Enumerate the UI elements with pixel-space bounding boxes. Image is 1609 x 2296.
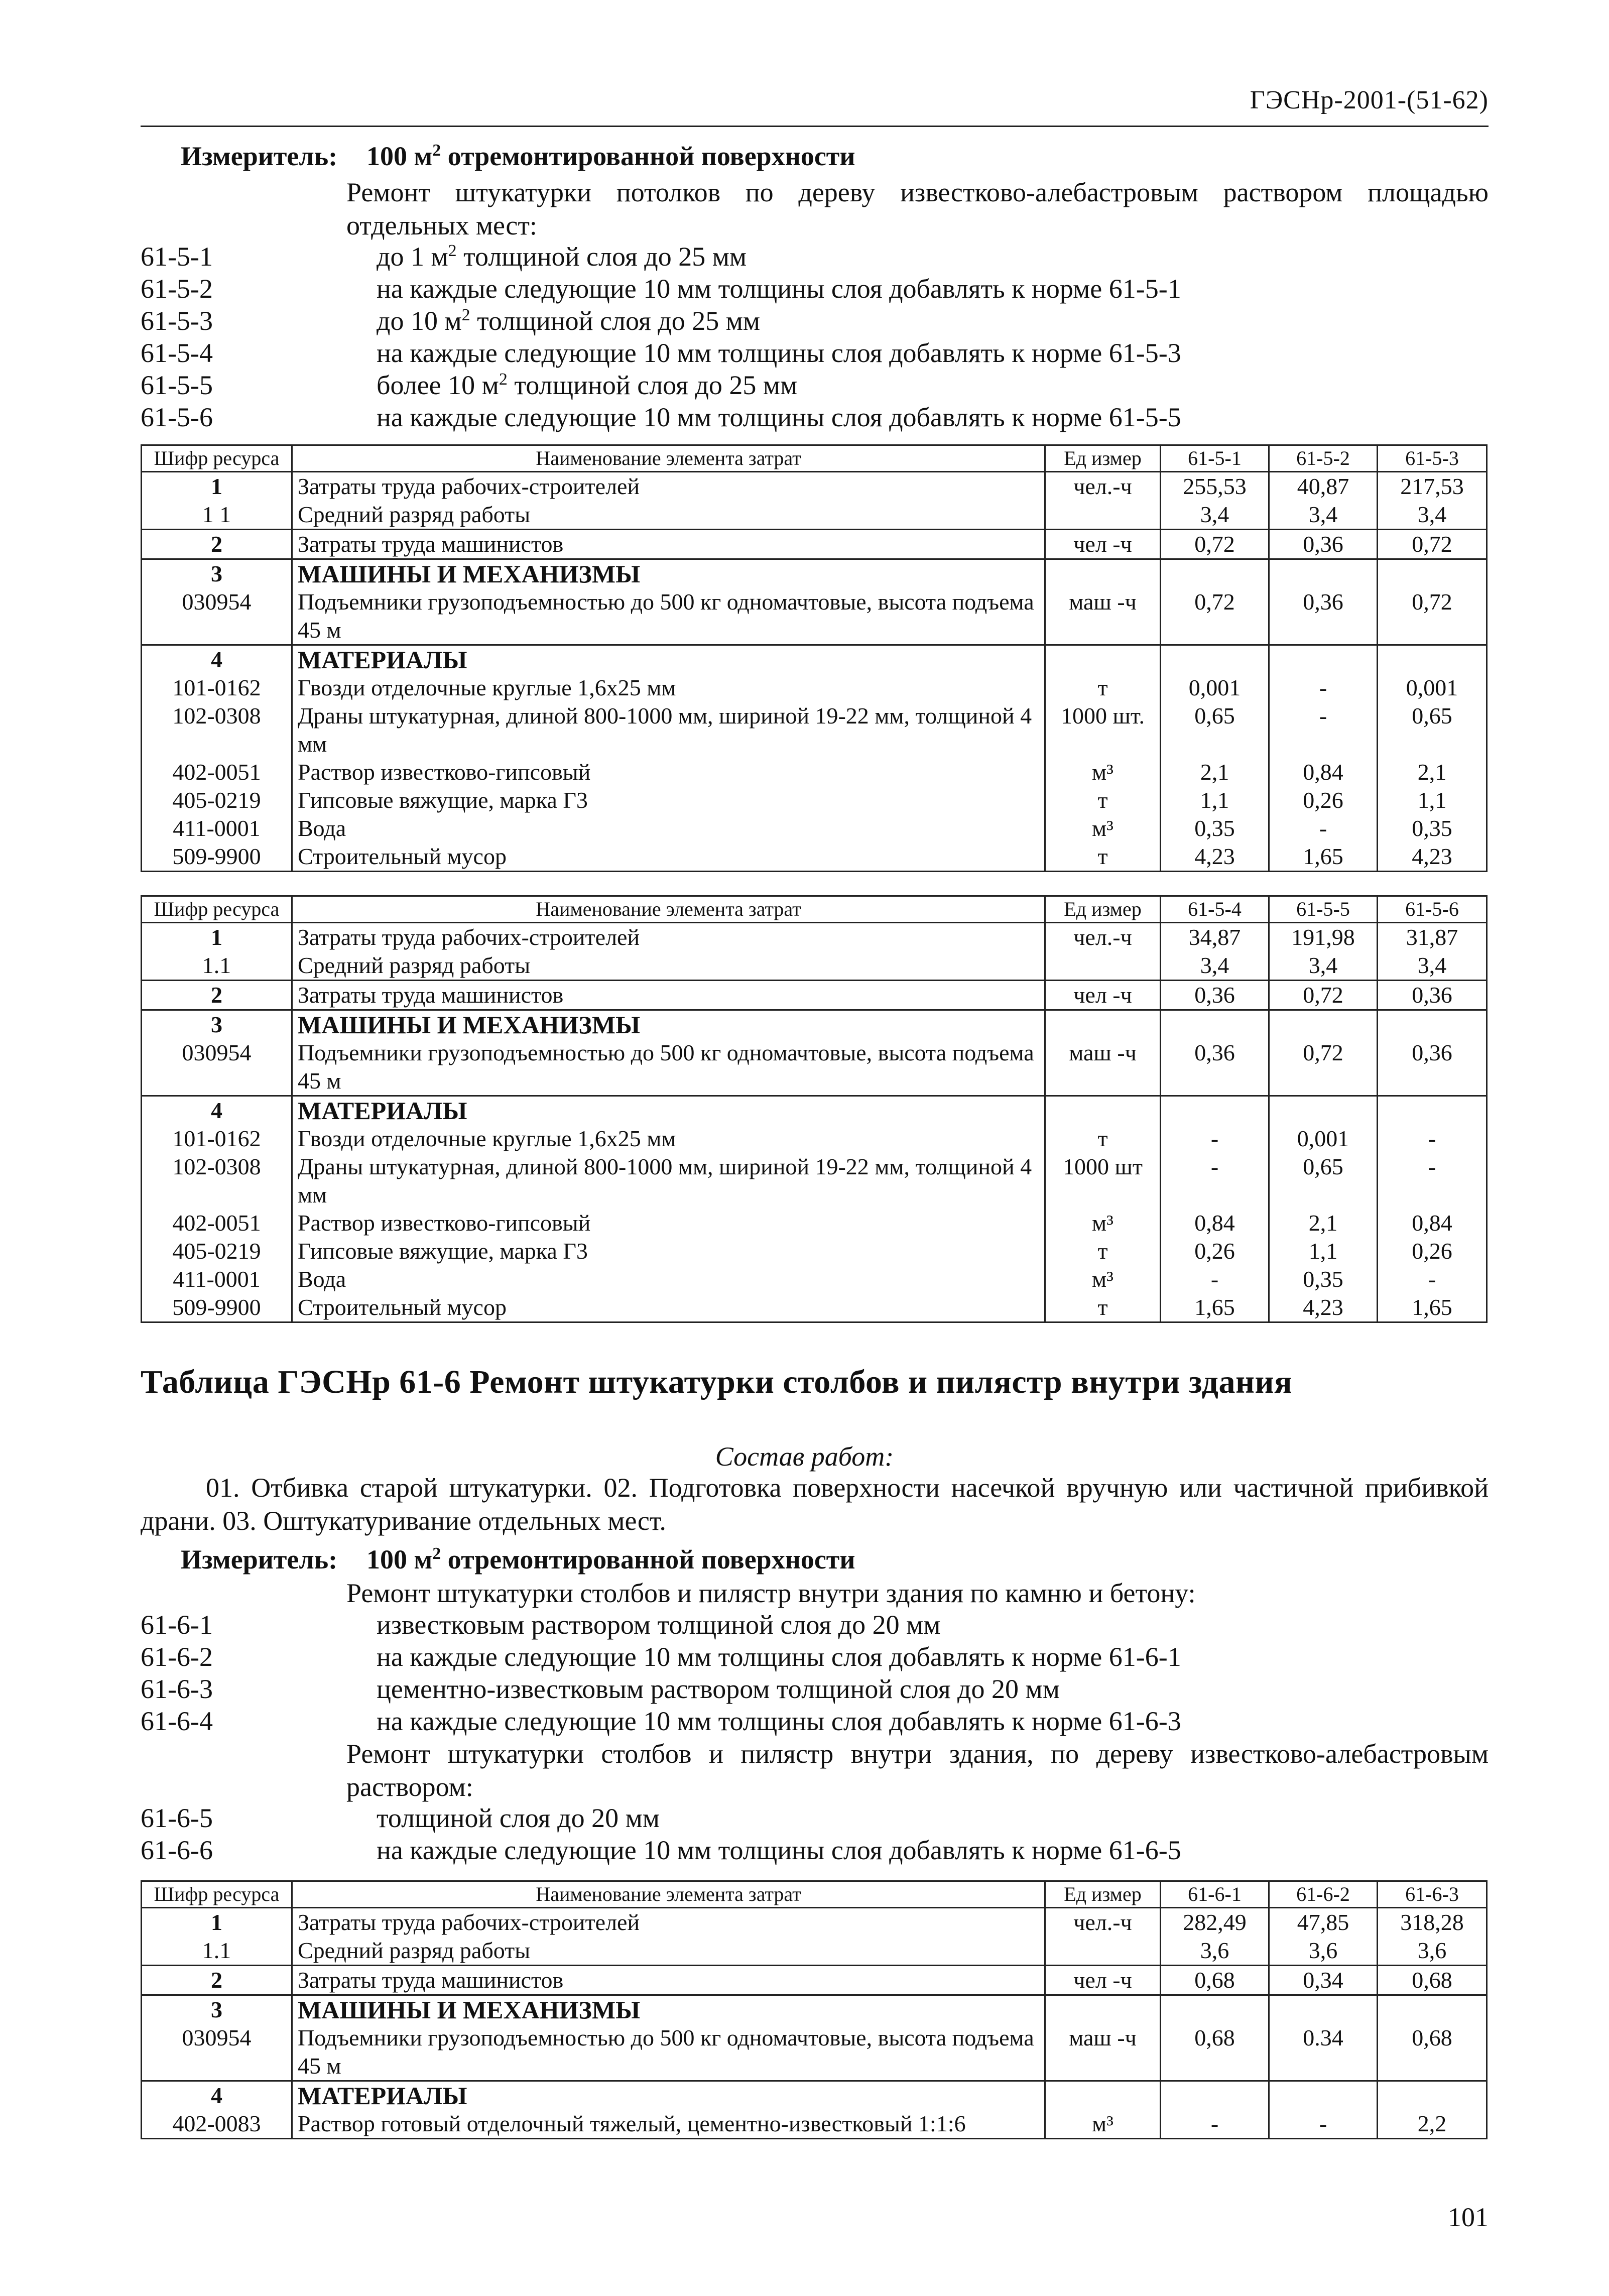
measure-label: Измеритель: [181, 141, 338, 171]
norm-value: 3,4 [1161, 951, 1269, 981]
table-row [142, 702, 1487, 758]
norm-value: 0,84 [1378, 1209, 1487, 1237]
table-header-row [142, 1881, 1487, 1908]
table-row [142, 1265, 1487, 1293]
header-norm-col: 61-5-4 [1161, 896, 1269, 923]
cost-element-name: Драны штукатурная, длиной 800-1000 мм, шириной 19-22 мм, толщиной 4 мм [292, 702, 1045, 758]
resource-table-61-6 [141, 1880, 1488, 2139]
norm-value: 3,6 [1269, 1937, 1378, 1966]
norm-code: 61-5-3 [141, 306, 213, 336]
norm-value: 0,65 [1269, 1153, 1378, 1209]
table-row [142, 1937, 1487, 1966]
cost-element-name: Гипсовые вяжущие, марка Г3 [292, 786, 1045, 814]
header-unit: Ед измер [1045, 445, 1161, 472]
header-name: Наименование элемента затрат [292, 1881, 1045, 1908]
cost-element-name: Раствор известково-гипсовый [292, 758, 1045, 786]
norm-value: 0,36 [1161, 1039, 1269, 1096]
norm-value: 3,4 [1161, 501, 1269, 530]
norm-description [377, 273, 1181, 304]
norm-value: 4,23 [1378, 842, 1487, 872]
table-row [142, 1096, 1487, 1125]
norm-value: 0,36 [1378, 981, 1487, 1010]
cost-element-name: Раствор готовый отделочный тяжелый, цементно-известковый 1:1:6 [292, 2110, 1045, 2139]
measure-line-2 [181, 1544, 855, 1575]
norm-description: на каждые следующие 10 мм толщины слоя добавлять к норме 61-6-3 [377, 1706, 1181, 1736]
norm-value: - [1378, 1153, 1487, 1209]
cost-element-name: Вода [292, 814, 1045, 842]
measure-line [181, 141, 855, 172]
norm-description: на каждые следующие 10 мм толщины слоя добавлять к норме 61-6-5 [377, 1835, 1181, 1865]
resource-code: 402-0051 [142, 1209, 292, 1237]
norm-value: 0,001 [1269, 1125, 1378, 1153]
resource-code: 411-0001 [142, 814, 292, 842]
cost-element-name: Драны штукатурная, длиной 800-1000 мм, шириной 19-22 мм, толщиной 4 мм [292, 1153, 1045, 1209]
norm-value: 47,85 [1269, 1908, 1378, 1937]
measure-value-2: 100 м [366, 1544, 433, 1575]
norm-description: цементно-известковым раствором толщиной слоя до 20 мм [377, 1674, 1060, 1704]
norm-value: - [1378, 1125, 1487, 1153]
unit: т [1045, 1237, 1161, 1265]
header-norm-col: 61-6-2 [1269, 1881, 1378, 1908]
unit: маш -ч [1045, 1039, 1161, 1096]
section-intro-2: Ремонт штукатурки столбов и пилястр внутри здания, по дереву известково-алебастровым раствором: [346, 1739, 1489, 1802]
measure-value: 100 м [366, 141, 433, 171]
resource-code: 101-0162 [142, 1125, 292, 1153]
table-row [142, 2081, 1487, 2110]
table-row [142, 814, 1487, 842]
resource-code: 3 [142, 559, 292, 588]
norm-value: 0,72 [1269, 1039, 1378, 1096]
norm-value: 4,23 [1269, 1293, 1378, 1322]
norm-sup: 2 [461, 306, 470, 324]
norm-value: 3,4 [1378, 951, 1487, 981]
norm-text: до 1 м [377, 241, 448, 272]
cost-element-name: Средний разряд работы [292, 1937, 1045, 1966]
norm-value: 0,35 [1161, 814, 1269, 842]
table-row [142, 1209, 1487, 1237]
norm-value: - [1269, 674, 1378, 702]
cost-element-name: Затраты труда машинистов [292, 530, 1045, 559]
header-norm-col: 61-5-2 [1269, 445, 1378, 472]
cost-element-name: Затраты труда машинистов [292, 981, 1045, 1010]
norm-value: 0,26 [1161, 1237, 1269, 1265]
header-unit: Ед измер [1045, 1881, 1161, 1908]
norm-value: 0,001 [1161, 674, 1269, 702]
norm-value: 0,84 [1161, 1209, 1269, 1237]
resource-code: 402-0051 [142, 758, 292, 786]
norm-description [377, 370, 797, 401]
cost-element-name: Подъемники грузоподъемностью до 500 кг одномачтовые, высота подъема 45 м [292, 2024, 1045, 2081]
unit: чел -ч [1045, 1966, 1161, 1995]
header-code: Шифр ресурса [142, 1881, 292, 1908]
resource-code: 030954 [142, 1039, 292, 1096]
norm-code: 61-6-1 [141, 1610, 213, 1640]
resource-code: 2 [142, 1966, 292, 1995]
header-norm-col: 61-5-1 [1161, 445, 1269, 472]
norm-text: более 10 м [377, 370, 499, 400]
table-header-row [142, 896, 1487, 923]
page-header [141, 85, 1489, 127]
unit: т [1045, 1293, 1161, 1322]
norm-value: 282,49 [1161, 1908, 1269, 1937]
table-row [142, 2110, 1487, 2139]
norm-value: 0,72 [1378, 588, 1487, 645]
norm-value: 3,4 [1269, 951, 1378, 981]
composition-label: Состав работ: [715, 1441, 894, 1472]
header-name: Наименование элемента затрат [292, 896, 1045, 923]
table-header-row [142, 445, 1487, 472]
norm-value: 1,65 [1269, 842, 1378, 872]
norm-code: 61-6-3 [141, 1674, 213, 1704]
unit: м³ [1045, 1265, 1161, 1293]
unit: маш -ч [1045, 588, 1161, 645]
resource-code: 1.1 [142, 1937, 292, 1966]
table-row [142, 981, 1487, 1010]
norm-value: - [1378, 1265, 1487, 1293]
norm-value: 1,1 [1269, 1237, 1378, 1265]
measure-value-suffix: отремонтированной поверхности [441, 141, 855, 171]
resource-code: 509-9900 [142, 842, 292, 872]
resource-code: 1 [142, 472, 292, 501]
resource-code: 3 [142, 1010, 292, 1039]
norm-value [1161, 1995, 1269, 2024]
norm-value: 191,98 [1269, 923, 1378, 952]
norm-code: 61-5-5 [141, 370, 213, 400]
cost-element-name: Строительный мусор [292, 842, 1045, 872]
header-unit: Ед измер [1045, 896, 1161, 923]
norm-value: 2,2 [1378, 2110, 1487, 2139]
norm-value: 1,1 [1161, 786, 1269, 814]
norm-value [1378, 1096, 1487, 1125]
norm-value: - [1161, 1153, 1269, 1209]
norm-value [1161, 645, 1269, 674]
norm-code: 61-6-2 [141, 1642, 213, 1672]
norm-value: - [1161, 1265, 1269, 1293]
table-row [142, 758, 1487, 786]
cost-element-name: Подъемники грузоподъемностью до 500 кг одномачтовые, высота подъема 45 м [292, 1039, 1045, 1096]
norm-value [1378, 1010, 1487, 1039]
resource-code: 509-9900 [142, 1293, 292, 1322]
unit: м³ [1045, 2110, 1161, 2139]
norm-value: 2,1 [1269, 1209, 1378, 1237]
norm-description [377, 305, 760, 336]
norm-value: 0,001 [1378, 674, 1487, 702]
table-row [142, 1125, 1487, 1153]
norm-value [1161, 2081, 1269, 2110]
norm-value: 0,84 [1269, 758, 1378, 786]
norm-value [1269, 1995, 1378, 2024]
cost-element-name: Средний разряд работы [292, 501, 1045, 530]
unit: чел -ч [1045, 981, 1161, 1010]
cost-element-name: МАТЕРИАЛЫ [292, 2081, 1045, 2110]
norm-text-suffix: толщиной слоя до 25 мм [456, 241, 747, 272]
unit [1045, 2081, 1161, 2110]
norm-description [377, 337, 1181, 369]
norm-value: 31,87 [1378, 923, 1487, 952]
norm-value: - [1161, 2110, 1269, 2139]
resource-code: 1 [142, 923, 292, 952]
cost-element-name: Средний разряд работы [292, 951, 1045, 981]
norm-code: 61-5-2 [141, 274, 213, 304]
norm-value: - [1269, 702, 1378, 758]
resource-code: 411-0001 [142, 1265, 292, 1293]
cost-element-name: Строительный мусор [292, 1293, 1045, 1322]
resource-code: 4 [142, 1096, 292, 1125]
header-norm-col: 61-5-6 [1378, 896, 1487, 923]
page-number: 101 [1448, 2202, 1489, 2232]
resource-code: 405-0219 [142, 1237, 292, 1265]
table-row [142, 1237, 1487, 1265]
norm-value: 217,53 [1378, 472, 1487, 501]
table-row [142, 951, 1487, 981]
resource-code: 4 [142, 645, 292, 674]
cost-element-name: МАТЕРИАЛЫ [292, 645, 1045, 674]
header-name: Наименование элемента затрат [292, 445, 1045, 472]
header-code: Шифр ресурса [142, 896, 292, 923]
norm-value: 0,36 [1378, 1039, 1487, 1096]
resource-code: 102-0308 [142, 702, 292, 758]
resource-code: 1.1 [142, 951, 292, 981]
unit: маш -ч [1045, 2024, 1161, 2081]
resource-code: 030954 [142, 588, 292, 645]
composition-text: 01. Отбивка старой штукатурки. 02. Подготовка поверхности насечкой вручную или частичной прибивкой драни. 03. Оштукатуривание отдельных мест. [141, 1473, 1489, 1536]
unit: м³ [1045, 814, 1161, 842]
norm-text: до 10 м [377, 306, 462, 336]
norm-value: 1,65 [1161, 1293, 1269, 1322]
table-row [142, 1153, 1487, 1209]
unit: чел.-ч [1045, 1908, 1161, 1937]
cost-element-name: Гипсовые вяжущие, марка Г3 [292, 1237, 1045, 1265]
table-row [142, 2024, 1487, 2081]
norm-value [1269, 559, 1378, 588]
resource-code: 101-0162 [142, 674, 292, 702]
cost-element-name: Затраты труда рабочих-строителей [292, 472, 1045, 501]
norm-value: 0,35 [1269, 1265, 1378, 1293]
table-row [142, 1010, 1487, 1039]
unit: т [1045, 674, 1161, 702]
resource-code: 405-0219 [142, 786, 292, 814]
cost-element-name: Вода [292, 1265, 1045, 1293]
table-row [142, 1039, 1487, 1096]
resource-code: 402-0083 [142, 2110, 292, 2139]
header-norm-col: 61-6-3 [1378, 1881, 1487, 1908]
table-row [142, 786, 1487, 814]
unit: 1000 шт [1045, 1153, 1161, 1209]
norm-description: толщиной слоя до 20 мм [377, 1803, 660, 1833]
norm-value: 0,26 [1378, 1237, 1487, 1265]
unit [1045, 559, 1161, 588]
resource-code: 102-0308 [142, 1153, 292, 1209]
norm-value [1378, 1995, 1487, 2024]
norm-value: 0,34 [1269, 1966, 1378, 1995]
norm-value: 0,36 [1269, 530, 1378, 559]
norm-value: 2,1 [1161, 758, 1269, 786]
norm-value: 0,65 [1161, 702, 1269, 758]
cost-element-name: Затраты труда рабочих-строителей [292, 1908, 1045, 1937]
norm-value: 0,68 [1161, 2024, 1269, 2081]
measure-sup-2: 2 [432, 1544, 441, 1563]
unit [1045, 1010, 1161, 1039]
header-code: Шифр ресурса [142, 445, 292, 472]
unit: чел.-ч [1045, 472, 1161, 501]
table-row [142, 501, 1487, 530]
table-row [142, 1966, 1487, 1995]
norm-text: на каждые следующие 10 мм толщины слоя добавлять к норме 61-5-1 [377, 274, 1181, 304]
unit: чел -ч [1045, 530, 1161, 559]
norm-value: 0,72 [1378, 530, 1487, 559]
norm-code: 61-6-4 [141, 1706, 213, 1736]
norm-value [1269, 1096, 1378, 1125]
norm-value [1161, 1096, 1269, 1125]
unit [1045, 951, 1161, 981]
norm-value: 0,72 [1161, 588, 1269, 645]
measure-value-suffix-2: отремонтированной поверхности [441, 1544, 855, 1575]
norm-code: 61-5-4 [141, 338, 213, 368]
norm-value [1378, 559, 1487, 588]
resource-code: 3 [142, 1995, 292, 2024]
table-row [142, 1908, 1487, 1937]
header-norm-col: 61-5-3 [1378, 445, 1487, 472]
resource-code: 2 [142, 981, 292, 1010]
norm-value: 318,28 [1378, 1908, 1487, 1937]
norm-value: 1,65 [1378, 1293, 1487, 1322]
norm-value: 0,26 [1269, 786, 1378, 814]
table-row [142, 674, 1487, 702]
norm-description: известковым раствором толщиной слоя до 20 мм [377, 1610, 941, 1640]
cost-element-name: МАШИНЫ И МЕХАНИЗМЫ [292, 559, 1045, 588]
table-row [142, 842, 1487, 872]
table-title: Таблица ГЭСНр 61-6 Ремонт штукатурки столбов и пилястр внутри здания [141, 1364, 1293, 1400]
norm-value: 0,36 [1269, 588, 1378, 645]
unit [1045, 1937, 1161, 1966]
resource-table-61-5-a [141, 444, 1488, 872]
resource-code: 4 [142, 2081, 292, 2110]
norm-value: 3,4 [1378, 501, 1487, 530]
header-norm-col: 61-5-5 [1269, 896, 1378, 923]
cost-element-name: Гвозди отделочные круглые 1,6х25 мм [292, 1125, 1045, 1153]
cost-element-name: МАТЕРИАЛЫ [292, 1096, 1045, 1125]
norm-text-suffix: толщиной слоя до 25 мм [470, 306, 761, 336]
measure-label-2: Измеритель: [181, 1544, 338, 1575]
norm-description [377, 241, 747, 272]
norm-value: 0.34 [1269, 2024, 1378, 2081]
norm-value: 0,68 [1378, 2024, 1487, 2081]
norm-sup: 2 [448, 241, 457, 260]
norm-text: на каждые следующие 10 мм толщины слоя добавлять к норме 61-5-5 [377, 402, 1181, 432]
table-row [142, 588, 1487, 645]
table-row [142, 559, 1487, 588]
cost-element-name: МАШИНЫ И МЕХАНИЗМЫ [292, 1995, 1045, 2024]
norm-code: 61-5-1 [141, 241, 213, 272]
resource-code: 1 [142, 1908, 292, 1937]
unit [1045, 645, 1161, 674]
document-code: ГЭСНр-2001-(51-62) [1250, 86, 1489, 114]
norm-value: 255,53 [1161, 472, 1269, 501]
norm-value: 3,6 [1161, 1937, 1269, 1966]
norm-value [1161, 559, 1269, 588]
norm-value: 0,65 [1378, 702, 1487, 758]
norm-value [1269, 645, 1378, 674]
cost-element-name: Затраты труда машинистов [292, 1966, 1045, 1995]
unit: т [1045, 1125, 1161, 1153]
norm-value: 0,68 [1161, 1966, 1269, 1995]
cost-element-name: МАШИНЫ И МЕХАНИЗМЫ [292, 1010, 1045, 1039]
cost-element-name: Раствор известково-гипсовый [292, 1209, 1045, 1237]
norm-description: на каждые следующие 10 мм толщины слоя добавлять к норме 61-6-1 [377, 1642, 1181, 1672]
table-row [142, 645, 1487, 674]
table-row [142, 530, 1487, 559]
unit: 1000 шт. [1045, 702, 1161, 758]
norm-text-suffix: толщиной слоя до 25 мм [507, 370, 798, 400]
resource-code: 1 1 [142, 501, 292, 530]
norm-value: 3,4 [1269, 501, 1378, 530]
norm-value: 0,72 [1269, 981, 1378, 1010]
norm-value: 0,36 [1161, 981, 1269, 1010]
norm-code: 61-5-6 [141, 402, 213, 432]
norm-value: 2,1 [1378, 758, 1487, 786]
norm-sup: 2 [499, 370, 508, 389]
norm-value [1269, 1010, 1378, 1039]
cost-element-name: Подъемники грузоподъемностью до 500 кг одномачтовые, высота подъема 45 м [292, 588, 1045, 645]
section-intro: Ремонт штукатурки потолков по дереву известково-алебастровым раствором площадью отдельных мест: [346, 177, 1489, 240]
norm-value: - [1161, 1125, 1269, 1153]
unit [1045, 1096, 1161, 1125]
norm-value [1378, 2081, 1487, 2110]
norm-value [1161, 1010, 1269, 1039]
table-row [142, 923, 1487, 952]
norm-value [1269, 2081, 1378, 2110]
unit: т [1045, 786, 1161, 814]
norm-code: 61-6-5 [141, 1803, 213, 1833]
norm-value: 0,68 [1378, 1966, 1487, 1995]
norm-value: 3,6 [1378, 1937, 1487, 1966]
resource-table-61-5-b [141, 895, 1488, 1323]
cost-element-name: Гвозди отделочные круглые 1,6х25 мм [292, 674, 1045, 702]
cost-element-name: Затраты труда рабочих-строителей [292, 923, 1045, 952]
norm-description [377, 402, 1181, 433]
table-row [142, 1293, 1487, 1322]
norm-value: 4,23 [1161, 842, 1269, 872]
norm-value: 1,1 [1378, 786, 1487, 814]
norm-value: 0,72 [1161, 530, 1269, 559]
unit: т [1045, 842, 1161, 872]
unit: м³ [1045, 758, 1161, 786]
norm-value: 0,35 [1378, 814, 1487, 842]
unit: чел.-ч [1045, 923, 1161, 952]
norm-code: 61-6-6 [141, 1835, 213, 1865]
norm-value [1378, 645, 1487, 674]
section-intro-1: Ремонт штукатурки столбов и пилястр внутри здания по камню и бетону: [346, 1578, 1196, 1608]
norm-value: - [1269, 814, 1378, 842]
norm-value: 34,87 [1161, 923, 1269, 952]
unit: м³ [1045, 1209, 1161, 1237]
norm-value: - [1269, 2110, 1378, 2139]
unit [1045, 1995, 1161, 2024]
unit [1045, 501, 1161, 530]
table-row [142, 1995, 1487, 2024]
table-row [142, 472, 1487, 501]
norm-text: на каждые следующие 10 мм толщины слоя добавлять к норме 61-5-3 [377, 338, 1181, 368]
resource-code: 2 [142, 530, 292, 559]
header-norm-col: 61-6-1 [1161, 1881, 1269, 1908]
norm-value: 40,87 [1269, 472, 1378, 501]
measure-sup: 2 [432, 141, 441, 160]
resource-code: 030954 [142, 2024, 292, 2081]
